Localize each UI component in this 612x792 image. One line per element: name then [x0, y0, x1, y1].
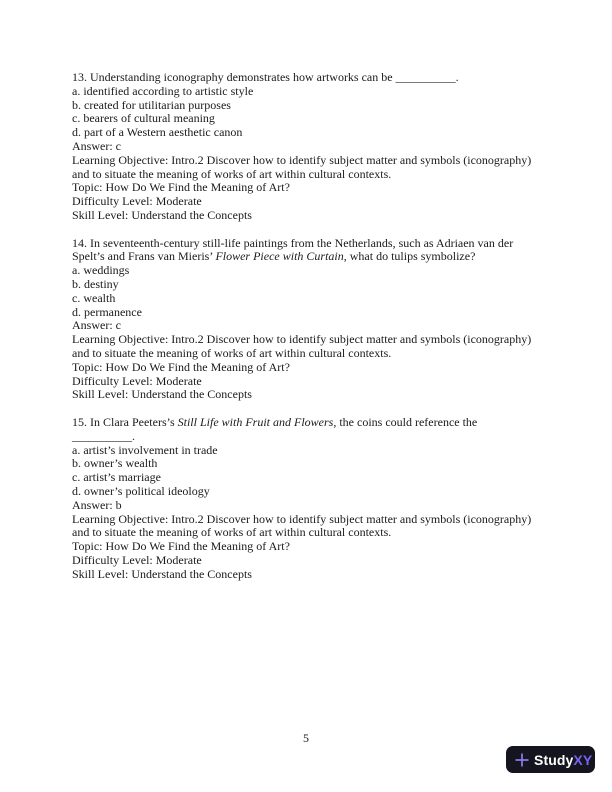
studyxy-logo	[506, 746, 595, 773]
meta-line: Learning Objective: Intro.2 Discover how to identify subject matter and symbols (iconography)	[72, 511, 532, 526]
answer-line: Answer: b	[72, 497, 122, 512]
choice-line: b. destiny	[72, 276, 119, 291]
choice-line: d. owner’s political ideology	[72, 483, 210, 498]
question-block	[72, 237, 542, 403]
stem-text: , the coins could reference the	[333, 414, 478, 429]
meta-line: Topic: How Do We Find the Meaning of Art?	[72, 180, 290, 195]
meta-line: Difficulty Level: Moderate	[72, 194, 202, 209]
artwork-title: Flower Piece with Curtain	[215, 249, 344, 264]
choice-line: c. wealth	[72, 290, 116, 305]
question-stem-line	[72, 416, 542, 430]
artwork-title: Still Life with Fruit and Flowers	[177, 414, 334, 429]
meta-line: Skill Level: Understand the Concepts	[72, 387, 252, 402]
meta-line: and to situate the meaning of works of art within cultural contexts.	[72, 166, 392, 181]
stem-text: 15. In Clara Peeters’s	[72, 414, 178, 429]
meta-line: Topic: How Do We Find the Meaning of Art?	[72, 539, 290, 554]
choice-line: a. identified according to artistic style	[72, 83, 254, 98]
questions-list	[72, 71, 542, 595]
meta-line: Learning Objective: Intro.2 Discover how to identify subject matter and symbols (iconography)	[72, 332, 532, 347]
logo-study-text: Study	[534, 751, 574, 768]
choice-line: a. artist’s involvement in trade	[72, 442, 218, 457]
meta-line: Difficulty Level: Moderate	[72, 373, 202, 388]
logo-wordmark	[534, 752, 592, 768]
question-block	[72, 71, 542, 223]
meta-line: and to situate the meaning of works of art within cultural contexts.	[72, 525, 392, 540]
choice-line: d. part of a Western aesthetic canon	[72, 125, 243, 140]
answer-line: Answer: c	[72, 138, 121, 153]
meta-line: Topic: How Do We Find the Meaning of Art?	[72, 359, 290, 374]
question-stem-line	[72, 430, 542, 444]
choice-line: b. owner’s wealth	[72, 456, 158, 471]
answer-line: Answer: c	[72, 318, 121, 333]
logo-xy-text: XY	[573, 751, 593, 768]
question-block	[72, 416, 542, 582]
stem-text: , what do tulips symbolize?	[343, 249, 476, 264]
choice-line: d. permanence	[72, 304, 142, 319]
meta-line: Skill Level: Understand the Concepts	[72, 207, 252, 222]
page-number: 5	[303, 731, 309, 745]
stem-text: 14. In seventeenth-century still-life paintings from the Netherlands, such as Adriaen van der	[72, 235, 514, 250]
meta-line: and to situate the meaning of works of art within cultural contexts.	[72, 345, 392, 360]
question-stem-line	[72, 71, 542, 85]
meta-line: Learning Objective: Intro.2 Discover how to identify subject matter and symbols (iconography)	[72, 152, 532, 167]
stem-text: __________.	[72, 428, 135, 443]
stem-text: Spelt’s and Frans van Mieris’	[72, 249, 216, 264]
choice-line: b. created for utilitarian purposes	[72, 97, 231, 112]
meta-line: Skill Level: Understand the Concepts	[72, 566, 252, 581]
choice-line: a. weddings	[72, 263, 130, 278]
plus-icon	[515, 753, 529, 767]
question-stem-line	[72, 237, 542, 251]
choice-line: c. bearers of cultural meaning	[72, 111, 215, 126]
stem-text: 13. Understanding iconography demonstrates how artworks can be __________.	[72, 70, 459, 84]
choice-line: c. artist’s marriage	[72, 470, 161, 485]
question-stem-line	[72, 250, 542, 264]
meta-line: Difficulty Level: Moderate	[72, 552, 202, 567]
